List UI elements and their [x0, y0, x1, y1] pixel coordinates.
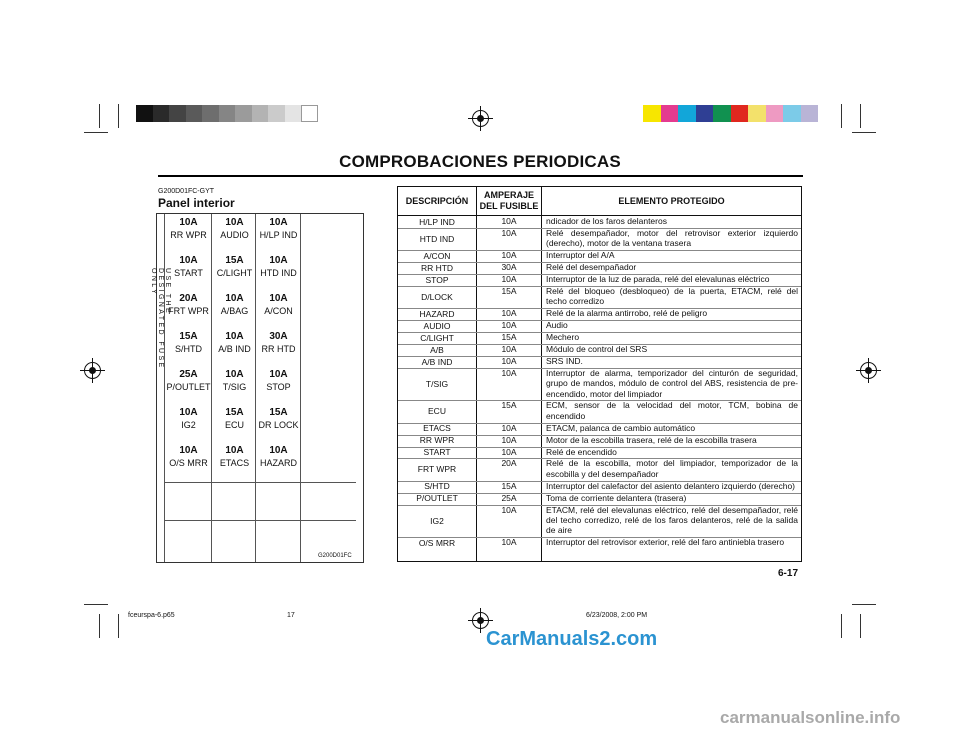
- fuse-cell: [166, 293, 211, 317]
- cell-description: HTD IND: [419, 233, 455, 244]
- fuse-cell: [166, 407, 211, 431]
- cell-element: Toma de corriente delantera (trasera): [546, 492, 687, 503]
- cell-description: D/LOCK: [421, 291, 453, 302]
- table-row: [398, 262, 801, 274]
- fuse-amperage: 15A: [269, 407, 288, 418]
- cell-amperage: 15A: [501, 285, 517, 296]
- table-row: [398, 505, 801, 538]
- table-row: [398, 228, 801, 250]
- crop-mark: [852, 132, 876, 133]
- fuse-amperage: 10A: [269, 293, 288, 304]
- fuse-label: C/LIGHT: [216, 268, 253, 278]
- fuse-cell: [166, 445, 211, 469]
- fuse-label: AUDIO: [220, 230, 249, 240]
- cell-element: ETACM, palanca de cambio automático: [546, 422, 696, 433]
- footer-date: 6/23/2008, 2:00 PM: [586, 612, 648, 619]
- fuse-label: STOP: [266, 382, 291, 392]
- fuse-amperage: 15A: [225, 255, 244, 266]
- fuse-amperage: 10A: [269, 255, 288, 266]
- fuse-amperage: 10A: [225, 293, 244, 304]
- cell-amperage: 10A: [501, 320, 517, 331]
- fuse-amperage: 10A: [225, 331, 244, 342]
- cell-description: T/SIG: [425, 378, 449, 389]
- fuse-amperage: 10A: [269, 217, 288, 228]
- cell-description: A/B: [430, 344, 444, 355]
- fuse-cell: [256, 331, 301, 355]
- fuse-amperage: 30A: [269, 331, 288, 342]
- fuse-label: RR HTD: [261, 344, 296, 354]
- fuse-label: P/OUTLET: [166, 382, 211, 392]
- cell-amperage: 10A: [501, 227, 517, 238]
- fuse-cell: [212, 445, 257, 469]
- fuse-amperage: 25A: [179, 369, 198, 380]
- fuse-cell: [166, 255, 211, 279]
- fuse-label: A/CON: [264, 306, 293, 316]
- page-title: COMPROBACIONES PERIODICAS: [339, 152, 621, 171]
- watermark-carmanuals2: CarManuals2.com: [486, 628, 658, 650]
- crop-mark: [118, 614, 119, 638]
- cell-description: FRT WPR: [417, 464, 457, 475]
- table-row: [398, 274, 801, 286]
- fuse-amperage: 20A: [179, 293, 198, 304]
- cell-amperage: 10A: [501, 308, 517, 319]
- cell-amperage: 10A: [501, 504, 517, 515]
- fuse-cell: [212, 255, 257, 279]
- fuse-cell: [256, 217, 301, 241]
- title-rule: [158, 175, 803, 177]
- fuse-label: S/HTD: [175, 344, 202, 354]
- cell-element: Relé del bloqueo (desbloqueo) de la puerta, ETACM, relé del techo corredizo: [546, 285, 798, 307]
- fuse-cell: [212, 293, 257, 317]
- fuse-warning-text: USE THE DESIGNATED FUSE ONLY: [150, 268, 171, 370]
- table-row: [398, 447, 801, 459]
- fuse-cell: [256, 369, 301, 393]
- crop-mark: [841, 614, 842, 638]
- table-row: [398, 458, 801, 480]
- cell-element: Motor de la escobilla trasera, relé de la escobilla trasera: [546, 434, 757, 445]
- cell-element: Interruptor del A/A: [546, 250, 615, 261]
- crop-mark: [118, 104, 119, 128]
- fuse-cell: [256, 293, 301, 317]
- cell-element: ECM, sensor de la velocidad del motor, TCM, bobina de encendido: [546, 400, 798, 421]
- cell-amperage: 15A: [501, 400, 517, 411]
- fuse-label: DR LOCK: [258, 420, 299, 430]
- fuse-cell: [212, 331, 257, 355]
- cell-element: Relé de la alarma antirrobo, relé de peligro: [546, 308, 708, 319]
- cell-element: Interruptor de la luz de parada, relé del elevalunas eléctrico: [546, 274, 770, 284]
- cell-description: S/HTD: [424, 481, 450, 492]
- fuse-label: FRT WPR: [168, 306, 209, 316]
- registration-target-icon: [860, 362, 877, 379]
- cell-element: Interruptor del retrovisor exterior, relé del faro antiniebla trasero: [546, 537, 785, 548]
- cell-description: P/OUTLET: [416, 493, 458, 504]
- fuse-label: ETACS: [219, 458, 250, 468]
- crop-mark: [841, 104, 842, 128]
- cell-description: A/CON: [423, 250, 451, 261]
- fuse-amperage: 10A: [269, 445, 288, 456]
- fuse-amperage: 10A: [225, 217, 244, 228]
- cell-description: START: [423, 447, 451, 458]
- cell-amperage: 10A: [501, 274, 517, 284]
- cell-element: Interruptor de alarma, temporizador del cinturón de seguridad, grupo de mandos, módulo de control del ABS, resistencia de pre-encendido, motor del limpiador: [546, 367, 798, 399]
- cell-element: Interruptor del calefactor del asiento delantero izquierdo (derecho): [546, 480, 796, 491]
- cell-element: Relé de la escobilla, motor del limpiador, temporizador de la escobilla y del desempañador: [546, 458, 798, 479]
- page-number: 6-17: [778, 568, 799, 579]
- fuse-cell: [166, 217, 211, 241]
- fuse-label: H/LP IND: [259, 230, 298, 240]
- cell-amperage: 10A: [501, 422, 517, 433]
- cell-element: Relé desempañador, motor del retrovisor exterior izquierdo (derecho), motor de la ventana trasera: [546, 227, 798, 249]
- diagram-code: G200D01FC: [318, 553, 352, 559]
- cell-description: ETACS: [423, 423, 451, 434]
- cell-amperage: 20A: [501, 458, 517, 469]
- table-row: [398, 332, 801, 344]
- cell-amperage: 10A: [501, 250, 517, 261]
- table-row: [398, 400, 801, 422]
- cell-element: SRS IND.: [546, 355, 583, 366]
- column-header-amperage: AMPERAJE DEL FUSIBLE: [479, 190, 539, 211]
- cell-description: HAZARD: [419, 308, 455, 319]
- fuse-label: A/B IND: [218, 344, 251, 354]
- fuse-cell: [256, 445, 301, 469]
- section-code: G200D01FC-GYT: [158, 188, 215, 195]
- panel-title: Panel interior: [158, 196, 235, 210]
- registration-target-icon: [472, 612, 489, 629]
- column-header-element: ELEMENTO PROTEGIDO: [618, 195, 725, 206]
- crop-mark: [860, 104, 861, 128]
- table-row: [398, 320, 801, 332]
- cell-description: RR HTD: [420, 262, 454, 273]
- crop-mark: [84, 604, 108, 605]
- fuse-label: RR WPR: [170, 230, 207, 240]
- fuse-label: HTD IND: [260, 268, 297, 278]
- fuse-amperage: 10A: [225, 369, 244, 380]
- cell-element: ETACM, relé del elevalunas eléctrico, relé del desempañador, relé del techo corredizo, relé de los faros delanteros, relé de la salida de aire: [546, 504, 798, 536]
- cell-description: ECU: [428, 406, 446, 417]
- fuse-amperage: 10A: [225, 445, 244, 456]
- footer-page: 17: [287, 612, 295, 619]
- table-row: [398, 481, 801, 493]
- cell-description: STOP: [425, 274, 449, 285]
- table-row: [398, 308, 801, 320]
- fuse-panel-diagram: [156, 213, 364, 563]
- fuse-label: IG2: [181, 420, 196, 430]
- crop-mark: [860, 614, 861, 638]
- cell-element: Relé de encendido: [546, 446, 617, 457]
- fuse-cell: [212, 369, 257, 393]
- crop-mark: [852, 604, 876, 605]
- cell-description: A/B IND: [421, 356, 453, 367]
- footer-filename: fceurspa-6.p65: [128, 612, 175, 619]
- fuse-label: T/SIG: [222, 382, 247, 392]
- cell-description: O/S MRR: [418, 537, 456, 548]
- crop-mark: [99, 614, 100, 638]
- fuse-amperage: 10A: [179, 217, 198, 228]
- cell-description: RR WPR: [419, 435, 455, 446]
- cell-element: ndicador de los faros delanteros: [546, 216, 667, 226]
- crop-mark: [99, 104, 100, 128]
- fuse-label: START: [174, 268, 203, 278]
- fuse-amperage: 10A: [179, 407, 198, 418]
- cell-element: Módulo de control del SRS: [546, 343, 648, 354]
- fuse-amperage: 15A: [225, 407, 244, 418]
- table-row: [398, 216, 801, 228]
- crop-mark: [84, 132, 108, 133]
- cell-amperage: 25A: [501, 492, 517, 503]
- cell-amperage: 10A: [501, 434, 517, 445]
- cell-description: IG2: [430, 515, 444, 526]
- cell-amperage: 10A: [501, 355, 517, 366]
- cell-element: Mechero: [546, 332, 580, 342]
- cell-description: H/LP IND: [419, 216, 455, 227]
- cell-amperage: 10A: [501, 537, 517, 548]
- cell-amperage: 15A: [501, 480, 517, 491]
- cell-amperage: 10A: [501, 446, 517, 457]
- table-row: [398, 286, 801, 308]
- table-row: [398, 423, 801, 435]
- fuse-amperage: 15A: [179, 331, 198, 342]
- cell-element: Relé del desempañador: [546, 262, 637, 273]
- cell-description: AUDIO: [423, 320, 451, 331]
- table-row: [398, 368, 801, 401]
- fuse-label: ECU: [224, 420, 244, 430]
- fuse-cell: [256, 407, 301, 431]
- fuse-amperage: 10A: [179, 255, 198, 266]
- fuse-cell: [166, 369, 211, 393]
- watermark-carmanualsonline: carmanualsonline.info: [720, 708, 901, 727]
- table-row: [398, 356, 801, 368]
- table-row: [398, 493, 801, 505]
- registration-target-icon: [472, 110, 489, 127]
- table-row: [398, 344, 801, 356]
- fuse-amperage: 10A: [179, 445, 198, 456]
- fuse-label: HAZARD: [259, 458, 297, 468]
- fuse-table: [397, 186, 802, 562]
- fuse-amperage: 10A: [269, 369, 288, 380]
- cell-amperage: 30A: [501, 262, 517, 273]
- fuse-cell: [212, 407, 257, 431]
- cell-amperage: 10A: [501, 216, 517, 226]
- cell-amperage: 10A: [501, 367, 517, 378]
- table-row: [398, 250, 801, 262]
- cell-element: Audio: [546, 320, 568, 331]
- cell-description: C/LIGHT: [420, 332, 454, 343]
- fuse-cell: [212, 217, 257, 241]
- fuse-label: O/S MRR: [169, 458, 208, 468]
- registration-target-icon: [84, 362, 101, 379]
- table-row: [398, 435, 801, 447]
- fuse-cell: [256, 255, 301, 279]
- fuse-label: A/BAG: [220, 306, 249, 316]
- column-header-description: DESCRIPCIÓN: [405, 195, 469, 206]
- cell-amperage: 10A: [501, 343, 517, 354]
- table-row: [398, 537, 801, 549]
- fuse-cell: [166, 331, 211, 355]
- cell-amperage: 15A: [501, 332, 517, 342]
